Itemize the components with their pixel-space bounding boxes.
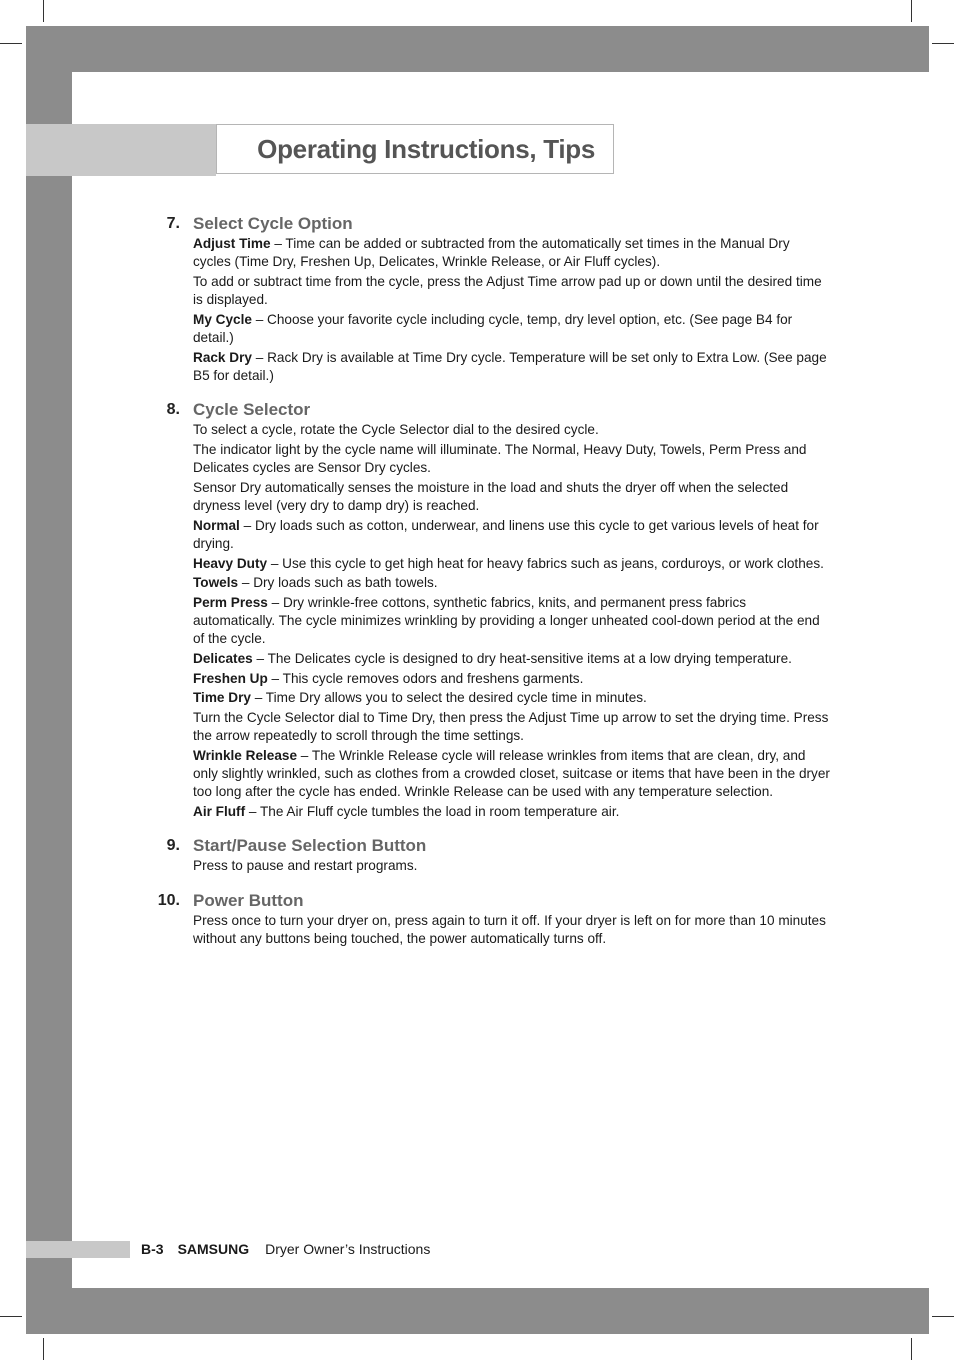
paragraph-text: To select a cycle, rotate the Cycle Selector dial to the desired cycle. (193, 422, 599, 438)
section-title: Start/Pause Selection Button (193, 836, 427, 856)
section-paragraph (193, 349, 830, 385)
paragraph-text: – The Wrinkle Release cycle will release wrinkles from items that are clean, dry, and only slightly wrinkled, such as clothes from a crowded closet, suitcase or items that have been in the dryer too long after the cycle has ended. Wrinkle Release can be used with any temperature selection. (193, 748, 830, 800)
paragraph-text: Sensor Dry automatically senses the moisture in the load and shuts the dryer off when the selected dryness level (very dry to damp dry) is reached. (193, 479, 789, 513)
paragraph-text: – This cycle removes odors and freshens garments. (267, 670, 584, 686)
instruction-section (150, 213, 830, 385)
section-number: 9. (166, 837, 180, 855)
paragraph-text: Press to pause and restart programs. (193, 858, 418, 874)
section-body (193, 835, 830, 875)
section-title: Select Cycle Option (193, 214, 353, 233)
option-term: Delicates (193, 651, 253, 667)
instructions-list (150, 213, 830, 962)
paragraph-text: – Use this cycle to get high heat for heavy fabrics such as jeans, corduroys, or work clothes. (267, 555, 824, 571)
paragraph-text: – Dry wrinkle-free cottons, synthetic fabrics, knits, and permanent press fabrics automatically. The cycle minimizes wrinkling by providing a longer unheated cool-down period at the end of the cycle. (193, 594, 820, 647)
option-term: Wrinkle Release (193, 748, 298, 764)
crop-mark (43, 0, 44, 22)
option-term: Adjust Time (193, 236, 271, 251)
instruction-section (150, 890, 830, 948)
page-number: B-3 (141, 1241, 164, 1257)
paragraph-text: – Time can be added or subtracted from the automatically set times in the Manual Dry cycles (Time Dry, Freshen Up, Delicates, Wrinkle Release, or Air Fluff cycles). (193, 236, 790, 270)
section-paragraph (193, 709, 830, 745)
section-body (193, 213, 830, 385)
section-title: Cycle Selector (193, 400, 311, 420)
option-term: Freshen Up (193, 670, 268, 686)
section-paragraph (193, 594, 830, 649)
frame-left (26, 26, 72, 1334)
paragraph-text: Turn the Cycle Selector dial to Time Dry, then press the Adjust Time up arrow to set the drying time. Press the arrow repeatedly to scroll through the time settings. (193, 710, 829, 744)
option-term: Time Dry (193, 690, 251, 706)
option-term: Normal (193, 517, 240, 533)
instruction-section (150, 399, 830, 821)
frame-top (26, 26, 929, 72)
section-paragraph (193, 441, 830, 477)
crop-mark (932, 43, 954, 44)
crop-mark (911, 1338, 912, 1360)
section-paragraph (193, 479, 830, 515)
brand-name: SAMSUNG (177, 1241, 250, 1257)
paragraph-text: Press once to turn your dryer on, press again to turn it off. If your dryer is left on for more than 10 minutes without any buttons being touched, the power automatically turns off. (193, 912, 826, 946)
option-term: Air Fluff (193, 804, 246, 820)
section-body (193, 890, 830, 948)
section-title: Power Button (193, 890, 304, 910)
paragraph-text: – Choose your favorite cycle including cycle, temp, dry level option, etc. (See page B4 for detail.) (193, 311, 793, 346)
section-paragraph (193, 650, 830, 668)
option-term: Rack Dry (193, 349, 252, 365)
frame-bottom (26, 1288, 929, 1334)
paragraph-text: – The Air Fluff cycle tumbles the load in room temperature air. (245, 804, 620, 820)
paragraph-text: – Dry loads such as bath towels. (238, 575, 438, 591)
section-paragraph (193, 689, 830, 707)
section-paragraph (193, 421, 830, 439)
footer (141, 1240, 430, 1258)
section-paragraph (193, 912, 830, 948)
footer-bar (26, 1241, 130, 1258)
header-band (26, 124, 216, 176)
paragraph-text: To add or subtract time from the cycle, press the Adjust Time arrow pad up or down until the desired time is displayed. (193, 273, 822, 308)
paragraph-text: – The Delicates cycle is designed to dry heat-sensitive items at a low drying temperature. (252, 651, 792, 667)
crop-mark (0, 43, 22, 44)
paragraph-text: – Dry loads such as cotton, underwear, and linens use this cycle to get various levels of heat for drying. (193, 517, 819, 551)
section-number: 7. (166, 215, 180, 232)
page-title: Operating Instructions, Tips (257, 133, 595, 164)
section-number: 10. (157, 891, 180, 909)
section-paragraph (193, 555, 830, 573)
option-term: Perm Press (193, 594, 268, 610)
instruction-section (150, 835, 830, 875)
section-paragraph (193, 517, 830, 553)
section-paragraph (193, 857, 830, 875)
section-paragraph (193, 273, 830, 309)
document-name: Dryer Owner’s Instructions (265, 1241, 431, 1257)
header-box (216, 124, 614, 174)
crop-mark (43, 1338, 44, 1360)
option-term: Heavy Duty (193, 555, 268, 571)
paragraph-text: – Time Dry allows you to select the desired cycle time in minutes. (250, 690, 647, 706)
section-paragraph (193, 574, 830, 592)
section-paragraph (193, 311, 830, 347)
option-term: Towels (193, 575, 239, 591)
section-paragraph (193, 747, 830, 802)
paragraph-text: – Rack Dry is available at Time Dry cycle. Temperature will be set only to Extra Low. (See page B5 for detail.) (193, 349, 827, 383)
section-paragraph (193, 670, 830, 688)
crop-mark (0, 1316, 22, 1317)
section-paragraph (193, 803, 830, 821)
crop-mark (911, 0, 912, 22)
paragraph-text: The indicator light by the cycle name will illuminate. The Normal, Heavy Duty, Towels, Perm Press and Delicates cycles are Sensor Dry cycles. (193, 441, 807, 476)
section-paragraph (193, 235, 830, 271)
section-body (193, 399, 830, 821)
section-number: 8. (166, 401, 180, 419)
crop-mark (932, 1316, 954, 1317)
option-term: My Cycle (193, 311, 252, 327)
